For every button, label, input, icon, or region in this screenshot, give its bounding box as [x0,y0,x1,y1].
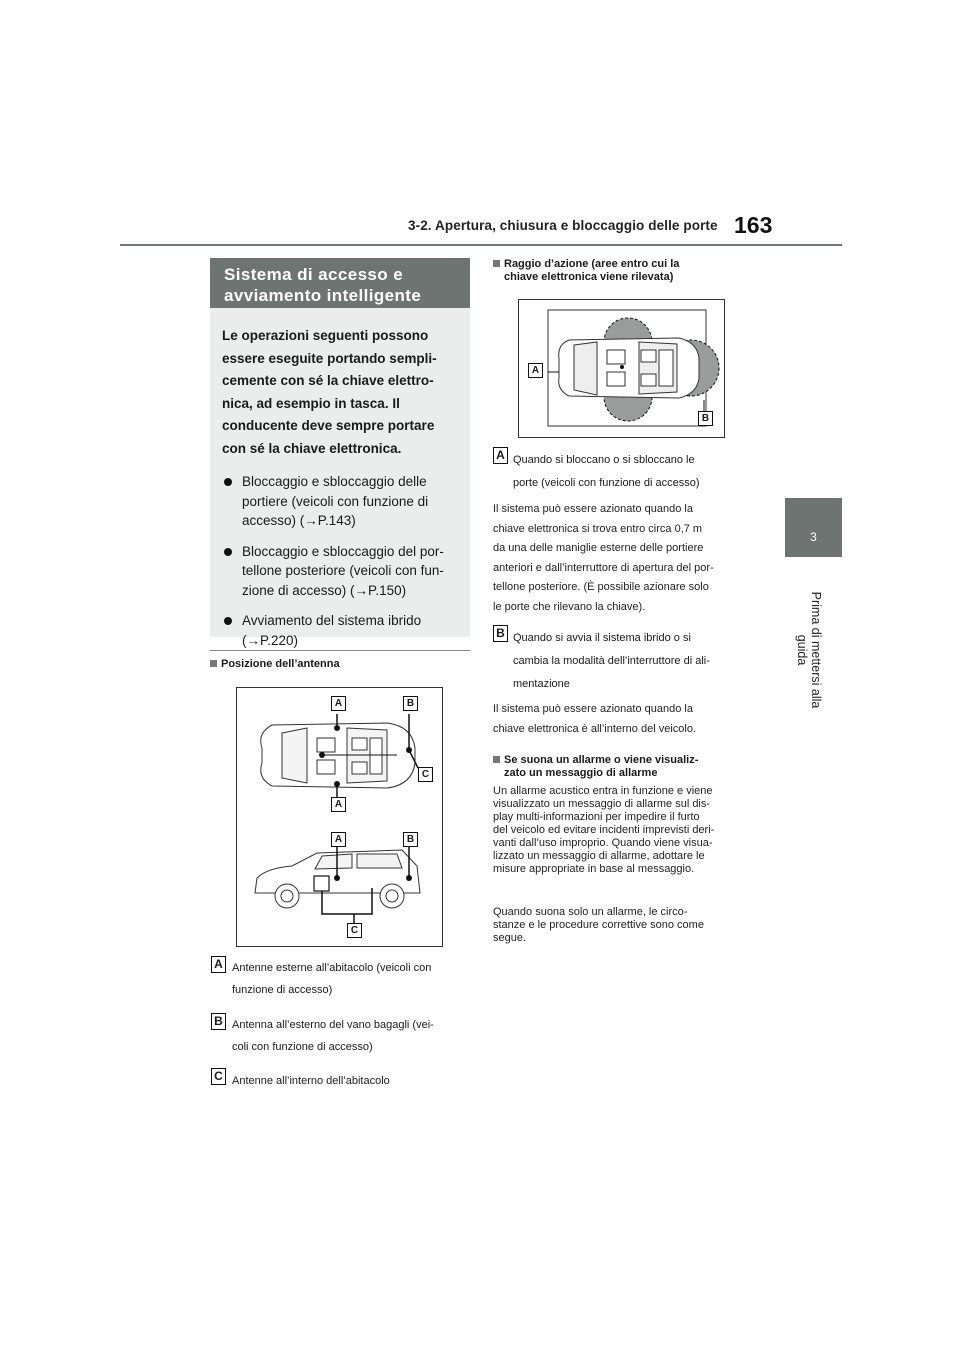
range-desc-a [493,500,714,617]
section-heading [210,258,470,308]
bullet-icon [224,617,232,625]
alarm-line: Un allarme acustico entra in funzione e viene [493,785,713,797]
desc-line: tellone posteriore. (È possibile azionare solo [493,581,709,593]
legend-tag-a: A [211,956,226,973]
antenna-heading-text: Posizione dell’antenna [221,658,340,670]
range-item-a [513,449,699,495]
desc-line: Il sistema può essere azionato quando la [493,703,693,715]
figure-label-a: A [331,832,346,847]
intro-line: conducente deve sempre portare [222,418,435,433]
intro-box [210,308,470,648]
range-tag-a: A [493,447,508,464]
bullet-item [222,542,460,601]
page-number: 163 [734,212,773,238]
desc-line: le porte che rilevano la chiave). [493,600,646,613]
desc-line: anteriori e dall’interruttore di apertura del por- [493,561,714,574]
range-figure [518,299,725,438]
legend-c [232,1070,390,1092]
alarm-line: stanze e le procedure correttive sono come [493,919,704,931]
bullet-line: portiere (veicoli con funzione di [242,493,429,509]
range-tag-b: B [493,625,508,642]
intro-line: nica, ad esempio in tasca. Il [222,395,400,411]
bullet-item [222,472,460,531]
bullet-line: (→P.220) [242,632,299,648]
intro-line: cemente con sé la chiave elettro- [222,373,434,388]
chapter-title: Prima di mettersi alla guida [795,591,823,709]
bullet-line: Bloccaggio e sbloccaggio delle [242,474,427,489]
legend-line: coli con funzione di accesso) [232,1041,373,1053]
bullet-line: Avviamento del sistema ibrido [242,613,422,628]
header-rule [120,244,842,246]
legend-tag-c: C [211,1068,226,1085]
antenna-diagram [237,688,442,946]
figure-label-a: A [331,797,346,812]
range-heading [493,258,679,284]
alarm-line: del veicolo ed evitare incidenti imprevisti deri- [493,824,715,836]
legend-line: funzione di accesso) [232,984,333,996]
range-item-line: mentazione [513,678,570,690]
legend-line: Antenne esterne all’abitacolo (veicoli con [232,962,432,974]
bullet-item [222,611,460,650]
alarm-line: play multi-informazioni per impedire il furto [493,811,700,823]
section-divider [210,650,470,651]
alarm-line: segue. [493,932,527,944]
antenna-heading [210,658,340,671]
desc-line: da una delle maniglie esterne delle portiere [493,542,704,554]
alarm-line: misure appropriate in base al messaggio. [493,863,695,875]
legend-b [232,1014,434,1058]
section-heading-line1: Sistema di accesso e [224,265,404,284]
square-bullet-icon [493,260,500,267]
legend-line: Antenna all’esterno del vano bagagli (vei- [232,1019,434,1031]
range-item-line: Quando si avvia il sistema ibrido o si [513,632,691,644]
range-heading-line: Raggio d’azione (aree entro cui la [504,258,680,270]
legend-a [232,957,431,1001]
figure-label-c: C [418,767,433,782]
square-bullet-icon [493,756,500,763]
alarm-line: vanti dall’uso improprio. Quando viene visua- [493,837,713,849]
bullet-line: tellone posteriore (veicoli con fun- [242,563,444,578]
range-item-b [513,627,710,696]
range-diagram [519,300,724,437]
figure-label-a: A [331,696,346,711]
alarm-line: visualizzato un messaggio di allarme sul dis- [493,798,711,810]
figure-label-b: B [403,832,418,847]
figure-label-c: C [347,923,362,938]
range-heading-line: chiave elettronica viene rilevata) [504,271,674,283]
alarm-line: lizzato un messaggio di allarme, adottare le [493,850,705,862]
alarm-heading [493,754,698,780]
desc-line: Il sistema può essere azionato quando la [493,503,693,515]
range-item-line: cambia la modalità dell’interruttore di ali- [513,655,710,667]
alarm-heading-line: Se suona un allarme o viene visualiz- [504,754,699,766]
intro-line: Le operazioni seguenti possono [222,328,429,343]
legend-tag-b: B [211,1013,226,1030]
alarm-paragraph-2 [493,906,704,945]
range-desc-b [493,700,696,739]
bullet-icon [224,478,232,486]
bullet-line: accesso) (→P.143) [242,513,356,528]
desc-line: chiave elettronica si trova entro circa 0,7 m [493,522,703,535]
alarm-heading-line: zato un messaggio di allarme [504,767,658,779]
desc-line: chiave elettronica è all’interno del veicolo. [493,722,697,735]
bullet-line: zione di accesso) (→P.150) [242,582,407,598]
square-bullet-icon [210,660,217,667]
bullet-line: Bloccaggio e sbloccaggio del por- [242,543,444,559]
figure-label-b: B [698,411,713,426]
range-item-line: Quando si bloccano o si sbloccano le [513,454,695,466]
bullet-icon [224,548,232,556]
antenna-figure [236,687,443,947]
chapter-tab: 3 [785,498,842,557]
legend-line: Antenne all’interno dell’abitacolo [232,1075,390,1087]
alarm-paragraph-1 [493,785,714,876]
alarm-line: Quando suona solo un allarme, le circo- [493,906,688,918]
intro-line: con sé la chiave elettronica. [222,440,402,456]
figure-label-b: B [403,696,418,711]
section-heading-line2: avviamento intelligente [224,286,422,305]
running-header: 3-2. Apertura, chiusura e bloccaggio delle porte [408,218,718,233]
range-item-line: porte (veicoli con funzione di accesso) [513,477,700,489]
intro-line: essere eseguite portando sempli- [222,350,437,366]
figure-label-a: A [528,363,543,378]
